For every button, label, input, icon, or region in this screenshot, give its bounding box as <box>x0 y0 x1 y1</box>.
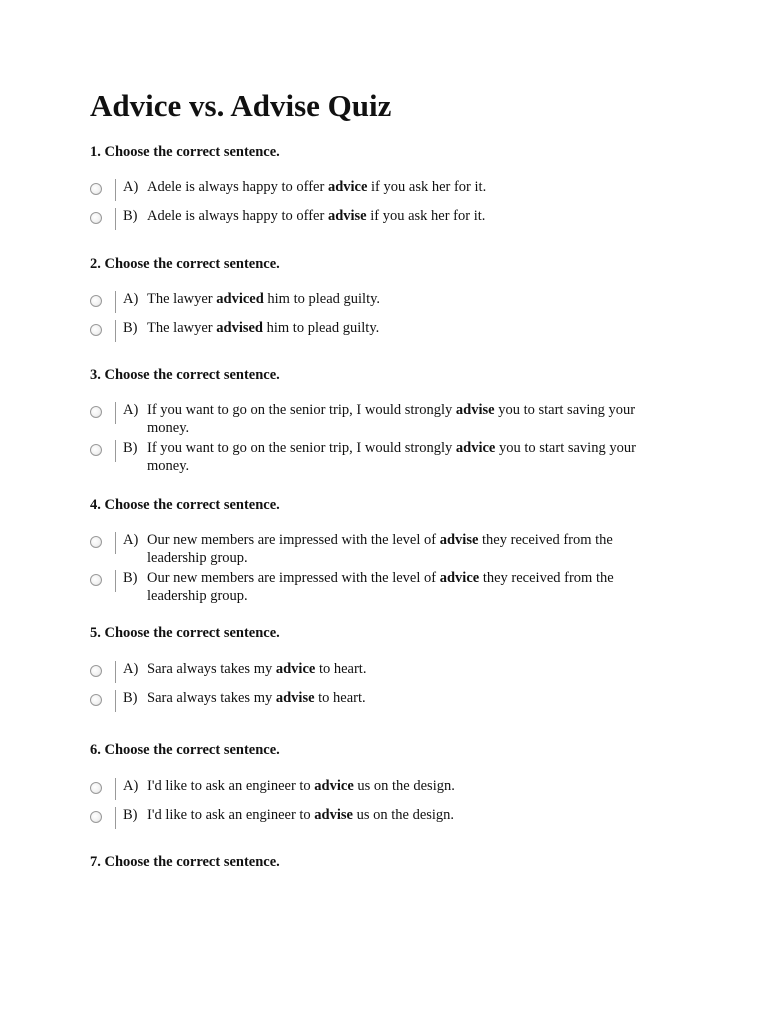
option-divider <box>115 179 116 201</box>
option-letter: B) <box>123 208 138 224</box>
radio-button[interactable] <box>90 536 102 548</box>
option-text: The lawyer adviced him to plead guilty. <box>147 291 381 307</box>
option-keyword: advised <box>216 320 263 336</box>
question-4-heading: 4. Choose the correct sentence. <box>90 497 280 513</box>
question-7-heading: 7. Choose the correct sentence. <box>90 854 280 870</box>
option-keyword: advice <box>455 440 496 456</box>
option-divider <box>115 807 116 829</box>
option-keyword: advice <box>314 778 354 794</box>
radio-button[interactable] <box>90 694 102 706</box>
option-divider <box>115 661 116 683</box>
option-keyword: advise <box>314 807 353 823</box>
option-text: Adele is always happy to offer advice if you ask her for it. <box>147 179 487 195</box>
radio-button[interactable] <box>90 811 102 823</box>
radio-button[interactable] <box>90 574 102 586</box>
question-6-heading: 6. Choose the correct sentence. <box>90 742 280 758</box>
option-letter: A) <box>123 778 139 794</box>
option-keyword: adviced <box>216 291 264 307</box>
radio-button[interactable] <box>90 665 102 677</box>
option-letter: B) <box>123 440 138 456</box>
quiz-title: Advice vs. Advise Quiz <box>90 88 392 123</box>
option-divider <box>115 690 116 712</box>
option-letter: A) <box>123 532 139 548</box>
option-divider <box>115 440 116 462</box>
option-divider <box>115 532 116 554</box>
option-keyword: advise <box>455 402 495 418</box>
radio-button[interactable] <box>90 212 102 224</box>
option-text: Adele is always happy to offer advise if you ask her for it. <box>147 208 486 224</box>
option-text: I'd like to ask an engineer to advice us on the design. <box>147 778 455 794</box>
option-letter: A) <box>123 661 139 677</box>
option-divider <box>115 291 116 313</box>
option-text: Our new members are impressed with the level of advice they received from the leadership group. <box>147 570 614 604</box>
option-letter: B) <box>123 807 138 823</box>
question-3-heading: 3. Choose the correct sentence. <box>90 367 280 383</box>
option-keyword: advise <box>439 532 479 548</box>
option-letter: A) <box>123 291 139 307</box>
option-keyword: advice <box>439 570 480 586</box>
option-letter: A) <box>123 402 139 418</box>
radio-button[interactable] <box>90 444 102 456</box>
option-text: The lawyer advised him to plead guilty. <box>147 320 380 336</box>
option-text: Sara always takes my advise to heart. <box>147 690 366 706</box>
option-keyword: advice <box>275 661 316 677</box>
option-keyword: advice <box>327 179 368 195</box>
option-text: Our new members are impressed with the level of advise they received from the leadership group. <box>147 532 613 566</box>
option-divider <box>115 402 116 424</box>
option-divider <box>115 208 116 230</box>
option-letter: B) <box>123 570 138 586</box>
option-divider <box>115 320 116 342</box>
option-text: I'd like to ask an engineer to advise us on the design. <box>147 807 455 823</box>
radio-button[interactable] <box>90 183 102 195</box>
question-2-heading: 2. Choose the correct sentence. <box>90 256 280 272</box>
option-letter: B) <box>123 690 138 706</box>
question-1-heading: 1. Choose the correct sentence. <box>90 144 280 160</box>
option-text: If you want to go on the senior trip, I would strongly advice you to start saving your money. <box>147 440 636 474</box>
option-letter: A) <box>123 179 139 195</box>
option-keyword: advise <box>327 208 367 224</box>
option-keyword: advise <box>275 690 315 706</box>
radio-button[interactable] <box>90 295 102 307</box>
option-letter: B) <box>123 320 138 336</box>
option-text: If you want to go on the senior trip, I would strongly advise you to start saving your money. <box>147 402 636 436</box>
radio-button[interactable] <box>90 324 102 336</box>
option-divider <box>115 778 116 800</box>
option-divider <box>115 570 116 592</box>
radio-button[interactable] <box>90 406 102 418</box>
radio-button[interactable] <box>90 782 102 794</box>
option-text: Sara always takes my advice to heart. <box>147 661 367 677</box>
question-5-heading: 5. Choose the correct sentence. <box>90 625 280 641</box>
